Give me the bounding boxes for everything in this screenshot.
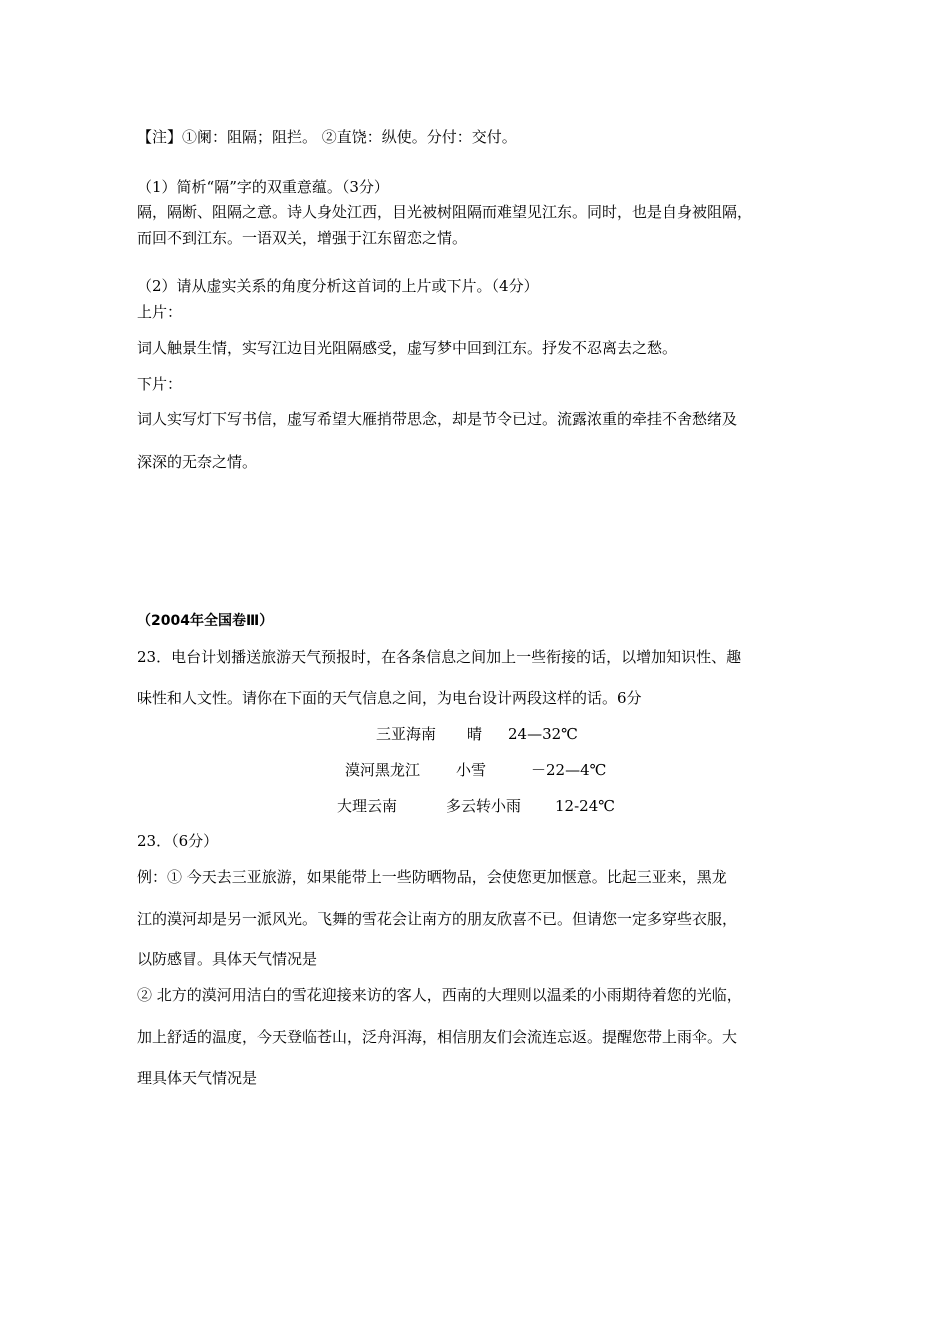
weather-condition: 多云转小雨	[446, 797, 522, 815]
weather-row-dali	[0, 796, 950, 816]
weather-row-sanya	[0, 724, 950, 744]
q2-lower-answer-line-1: 词人实写灯下写书信，虚写希望大雁捎带思念，却是节令已过。流露浓重的牵挂不舍愁绪及	[137, 410, 738, 428]
example-2-line-1: ② 北方的漠河用洁白的雪花迎接来访的客人，西南的大理则以温柔的小雨期待着您的光临，	[137, 986, 742, 1004]
weather-temp: 12-24℃	[555, 797, 616, 815]
weather-temp: －22—4℃	[531, 761, 607, 779]
weather-place: 大理云南	[337, 797, 398, 815]
note-line: 【注】①阑：阻隔；阻拦。 ②直饶：纵使。分付：交付。	[137, 128, 517, 146]
q1-answer-line-2: 而回不到江东。一语双关，增强于江东留恋之情。	[137, 229, 468, 247]
exam-source: （2004年全国卷Ⅲ）	[137, 613, 274, 629]
weather-temp: 24—32℃	[508, 725, 578, 743]
example-2-line-3: 理具体天气情况是	[137, 1069, 258, 1087]
q1-answer-line-1: 隔，隔断、阻隔之意。诗人身处江西，目光被树阻隔而难望见江东。同时，也是自身被阻隔，	[137, 203, 753, 221]
answer-header: 23．（6分）	[137, 832, 219, 850]
q23-line-1: 23．电台计划播送旅游天气预报时，在各条信息之间加上一些衔接的话，以增加知识性、趣	[137, 648, 742, 666]
example-1-line-1: 例：① 今天去三亚旅游，如果能带上一些防晒物品，会使您更加惬意。比起三亚来，黑龙	[137, 868, 727, 886]
example-1-line-3: 以防感冒。具体天气情况是	[137, 950, 318, 968]
q2-lower-answer-line-2: 深深的无奈之情。	[137, 453, 258, 471]
q1-question: （1）简析“隔”字的双重意蕴。（3分）	[137, 178, 389, 196]
weather-row-mohe	[0, 760, 950, 780]
example-1-line-2: 江的漠河却是另一派风光。飞舞的雪花会让南方的朋友欣喜不已。但请您一定多穿些衣服，	[137, 910, 738, 928]
q2-lower-label: 下片：	[137, 375, 183, 393]
weather-place: 漠河黑龙江	[345, 761, 421, 779]
weather-condition: 小雪	[456, 761, 487, 779]
weather-place: 三亚海南	[376, 725, 437, 743]
q23-line-2: 味性和人文性。请你在下面的天气信息之间，为电台设计两段这样的话。6分	[137, 689, 642, 707]
q2-upper-label: 上片：	[137, 303, 183, 321]
weather-condition: 晴	[467, 725, 483, 743]
example-2-line-2: 加上舒适的温度，今天登临苍山，泛舟洱海，相信朋友们会流连忘返。提醒您带上雨伞。大	[137, 1028, 738, 1046]
q2-question: （2）请从虚实关系的角度分析这首词的上片或下片。（4分）	[137, 277, 539, 295]
q2-upper-answer: 词人触景生情，实写江边目光阻隔感受，虚写梦中回到江东。抒发不忍离去之愁。	[137, 339, 678, 357]
